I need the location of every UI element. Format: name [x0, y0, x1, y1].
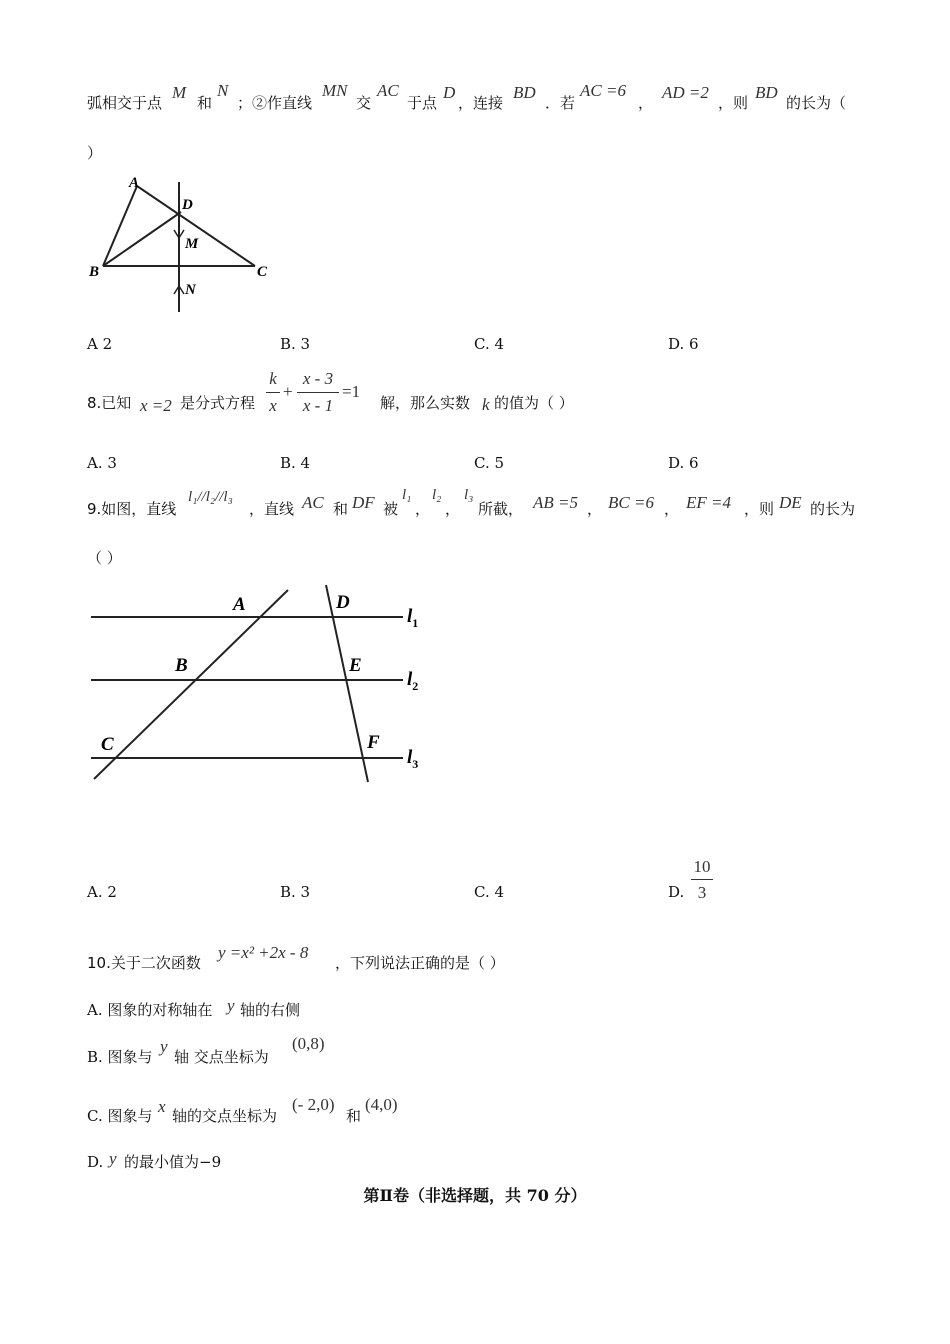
- q9-option-c: C. 4: [474, 883, 505, 901]
- q10-option-a-y: y: [227, 996, 235, 1015]
- q10-option-a-2: 轴的右侧: [240, 1001, 301, 1019]
- q9-comma-2: ，: [445, 500, 461, 518]
- q7-option-c: C. 4: [474, 335, 505, 353]
- q7-option-b: B. 3: [280, 335, 311, 353]
- q9-text-4: 被: [383, 500, 399, 518]
- q7-text-5: 于点: [407, 94, 438, 112]
- q10-option-b-2: 轴 交点坐标为: [174, 1048, 269, 1066]
- q10-option-c-1: C. 图象与: [87, 1107, 153, 1125]
- q7-text-8: ，则: [718, 94, 749, 112]
- q9-option-b: B. 3: [280, 883, 311, 901]
- q9-answer-paren: （ ）: [87, 549, 122, 567]
- q9-comma-1: ，: [415, 500, 431, 518]
- q8-eq-rhs: =1: [342, 382, 361, 401]
- q8-option-d: D. 6: [668, 454, 699, 472]
- q7-label-c: C: [257, 264, 268, 280]
- q10-option-d-1: D.: [87, 1153, 104, 1171]
- q8-frac1-den: x: [269, 396, 277, 415]
- q7-math-N: N: [217, 81, 229, 100]
- q9-label-l2-sub: 2: [412, 679, 419, 693]
- q9-eq-bc: BC =6: [608, 493, 654, 512]
- q9-label-a: A: [233, 594, 246, 615]
- q9-eq-ab: AB =5: [533, 493, 578, 512]
- q8-option-a: A. 3: [87, 454, 117, 472]
- q9-option-d-num: 10: [693, 857, 711, 876]
- q9-label-f: F: [367, 732, 380, 753]
- q9-label-l3: [407, 747, 418, 771]
- q9-text-6: ，则: [744, 500, 775, 518]
- q10-option-b-point: (0,8): [292, 1034, 325, 1053]
- q10-option-d-y: y: [109, 1149, 117, 1168]
- q10-option-c-point-1: (- 2,0): [292, 1095, 335, 1114]
- q9-text-5: 所截，: [478, 500, 524, 518]
- q9-label-e: E: [349, 655, 362, 676]
- q9-option-d-den: 3: [697, 883, 707, 902]
- q9-transversal-ac: [94, 590, 288, 779]
- q7-text-7: ．若: [545, 94, 576, 112]
- q9-option-d-bar: [691, 879, 713, 880]
- q9-math-AC: AC: [302, 493, 324, 512]
- q7-text-4: 交: [356, 94, 372, 112]
- q7-label-d: D: [182, 197, 193, 213]
- q8-text-4: 的值为（ ）: [494, 394, 574, 412]
- q7-text-2: 和: [197, 94, 213, 112]
- q9-l2: l₂: [432, 487, 442, 503]
- q7-text-1: 弧相交于点: [87, 94, 163, 112]
- q7-label-b: B: [89, 264, 100, 280]
- q7-text-3: ；②作直线: [237, 94, 313, 112]
- q8-text-1: 8.已知: [87, 394, 132, 412]
- section-heading: 第Ⅱ卷（非选择题，共 70 分）: [363, 1186, 587, 1205]
- q9-option-d: D.: [668, 883, 685, 901]
- q9-comma-3: ，: [587, 500, 603, 518]
- q9-label-l1-sub: 1: [412, 616, 419, 630]
- q9-text-1: 9.如图，直线: [87, 500, 177, 518]
- q9-math-DE: DE: [779, 493, 802, 512]
- q9-label-d: D: [336, 592, 350, 613]
- q10-option-c-point-2: (4,0): [365, 1095, 398, 1114]
- q10-option-c-2: 轴的交点坐标为: [172, 1107, 278, 1125]
- q7-math-BD2: BD: [755, 83, 778, 102]
- q9-transversal-df: [326, 585, 368, 782]
- q9-eq-ef: EF =4: [686, 493, 731, 512]
- q8-frac1-num: k: [269, 369, 277, 388]
- q7-math-M: M: [172, 83, 187, 102]
- q10-option-c-x: x: [158, 1097, 166, 1116]
- q7-label-m: M: [185, 236, 199, 252]
- q7-text-6: ，连接: [458, 94, 504, 112]
- q9-l3: l₃: [464, 487, 474, 503]
- q8-frac2-bar: [297, 392, 339, 393]
- q10-option-a-1: A. 图象的对称轴在: [87, 1001, 213, 1019]
- q7-math-D: D: [443, 83, 456, 102]
- q10-text-2: ，下列说法正确的是（ ）: [335, 954, 505, 972]
- q7-comma: ，: [638, 94, 654, 112]
- q7-eq-ad: AD =2: [662, 83, 709, 102]
- q7-math-BD: BD: [513, 83, 536, 102]
- q9-math-DF: DF: [352, 493, 375, 512]
- q8-option-c: C. 5: [474, 454, 505, 472]
- q9-l1: l₁: [402, 487, 412, 503]
- q8-k: k: [482, 395, 490, 414]
- q7-text-9: 的长为（: [786, 94, 847, 112]
- q9-label-l3-sub: 3: [412, 757, 419, 771]
- q7-math-AC: AC: [377, 81, 399, 100]
- q9-comma-4: ，: [664, 500, 680, 518]
- q7-option-a: A 2: [87, 335, 113, 353]
- q8-plus: +: [283, 382, 293, 401]
- q9-label-l2-letter: l: [407, 669, 413, 690]
- q7-option-d: D. 6: [668, 335, 699, 353]
- q7-close-paren: ）: [87, 144, 103, 162]
- q9-label-l3-letter: l: [407, 747, 413, 768]
- q9-label-l1: [407, 606, 418, 630]
- q8-text-2: 是分式方程: [180, 394, 256, 412]
- q9-parallel-lines-figure: [85, 580, 435, 790]
- q10-option-b-y: y: [160, 1037, 168, 1056]
- q10-option-b-1: B. 图象与: [87, 1048, 153, 1066]
- q10-option-c-3: 和: [346, 1107, 362, 1125]
- q9-text-7: 的长为: [810, 500, 856, 518]
- q8-option-b: B. 4: [280, 454, 311, 472]
- q9-label-c: C: [101, 734, 114, 755]
- q9-parallel-lines: l₁//l₂//l₃: [188, 489, 233, 505]
- q8-frac2-den: x - 1: [302, 396, 334, 415]
- q8-x-eq: x =2: [140, 396, 172, 415]
- q9-text-3: 和: [333, 500, 349, 518]
- q8-text-3: 解，那么实数: [380, 394, 471, 412]
- q10-function: y =x² +2x - 8: [218, 943, 309, 962]
- q8-frac2-num: x - 3: [302, 369, 334, 388]
- q7-label-n: N: [185, 282, 196, 298]
- q7-eq-ac: AC =6: [580, 81, 626, 100]
- q9-option-a: A. 2: [87, 883, 117, 901]
- q7-math-MN: MN: [322, 81, 348, 100]
- q9-label-l1-letter: l: [407, 606, 413, 627]
- q8-frac1-bar: [266, 392, 280, 393]
- q10-option-d-2: 的最小值为−9: [124, 1153, 222, 1171]
- q9-text-2: ，直线: [249, 500, 295, 518]
- q10-text-1: 10.关于二次函数: [87, 954, 201, 972]
- q7-label-a: A: [129, 175, 140, 191]
- q9-label-b: B: [175, 655, 188, 676]
- q9-label-l2: [407, 669, 418, 693]
- q7-triangle-figure: [85, 172, 285, 317]
- q7-segment-ac: [137, 186, 255, 266]
